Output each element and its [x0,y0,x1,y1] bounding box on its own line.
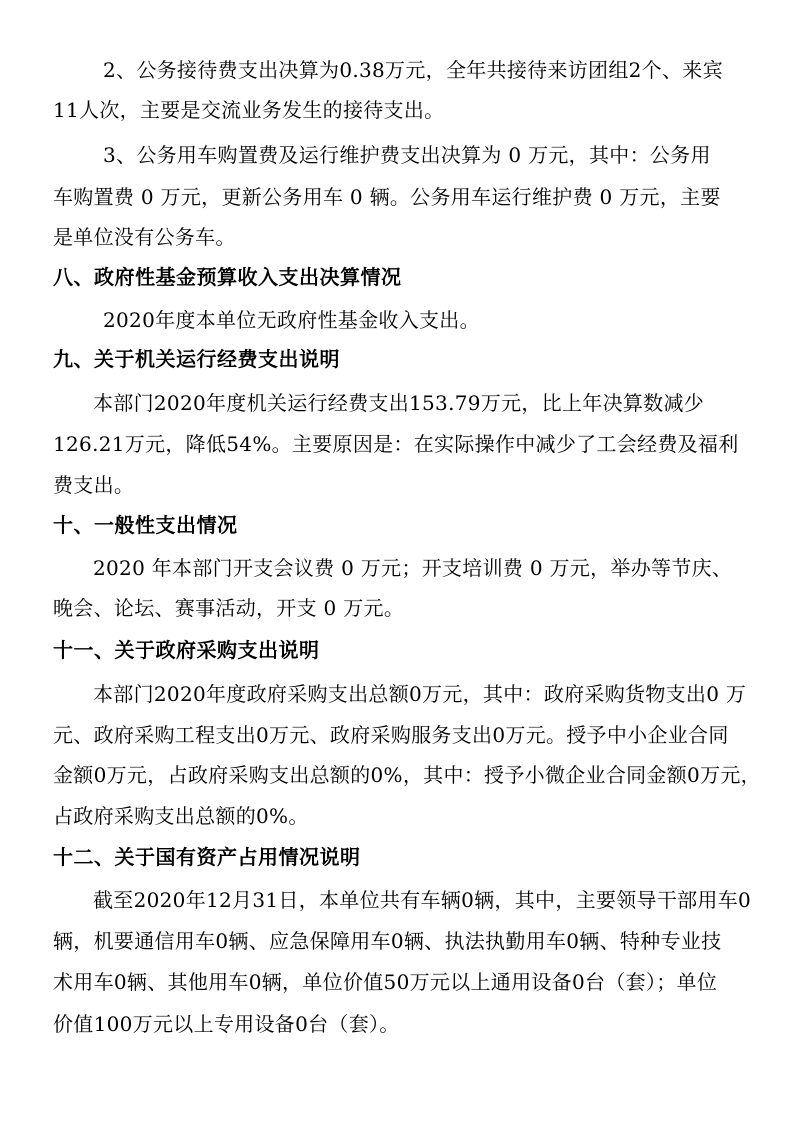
paragraph-line: 11人次，主要是交流业务发生的接待支出。 [53,98,445,122]
paragraph-line: 3、公务用车购置费及运行维护费支出决算为 0 万元，其中：公务用 [103,143,711,167]
paragraph-line: 占政府采购支出总额的0%。 [53,804,309,828]
section-heading: 十一、关于政府采购支出说明 [53,638,320,662]
paragraph-line: 术用车0辆、其他用车0辆，单位价值50万元以上通用设备0台（套）；单位 [53,970,718,994]
paragraph-line: 金额0万元，占政府采购支出总额的0%，其中：授予小微企业合同金额0万元， [53,763,761,787]
paragraph-line: 辆，机要通信用车0辆、应急保障用车0辆、执法执勤用车0辆、特种专业技 [53,929,722,953]
section-heading: 十、一般性支出情况 [53,513,238,537]
section-heading: 九、关于机关运行经费支出说明 [53,347,340,371]
paragraph-line: 元、政府采购工程支出0万元、政府采购服务支出0万元。授予中小企业合同 [53,723,729,747]
paragraph-line: 是单位没有公务车。 [53,225,236,249]
paragraph-line: 126.21万元，降低54%。主要原因是：在实际操作中减少了工会经费及福利 [53,432,739,456]
paragraph-line: 截至2020年12月31日，本单位共有车辆0辆，其中，主要领导干部用车0 [93,888,752,912]
paragraph-line: 2020 年本部门开支会议费 0 万元；开支培训费 0 万元，举办等节庆、 [93,556,733,580]
paragraph-line: 本部门2020年度政府采购支出总额0万元，其中：政府采购货物支出0 万 [93,682,747,706]
section-heading: 十二、关于国有资产占用情况说明 [53,845,361,869]
paragraph-line: 晚会、论坛、赛事活动，开支 0 万元。 [53,596,405,620]
section-heading: 八、政府性基金预算收入支出决算情况 [53,265,402,289]
paragraph-line: 费支出。 [53,473,135,497]
paragraph-line: 本部门2020年度机关运行经费支出153.79万元，比上年决算数减少 [93,391,705,415]
paragraph-line: 车购置费 0 万元，更新公务用车 0 辆。公务用车运行维护费 0 万元，主要 [53,185,721,209]
paragraph-line: 价值100万元以上专用设备0台（套）。 [53,1012,400,1036]
paragraph-line: 2020年度本单位无政府性基金收入支出。 [103,308,480,332]
paragraph-line: 2、公务接待费支出决算为0.38万元，全年共接待来访团组2个、来宾 [103,58,723,82]
